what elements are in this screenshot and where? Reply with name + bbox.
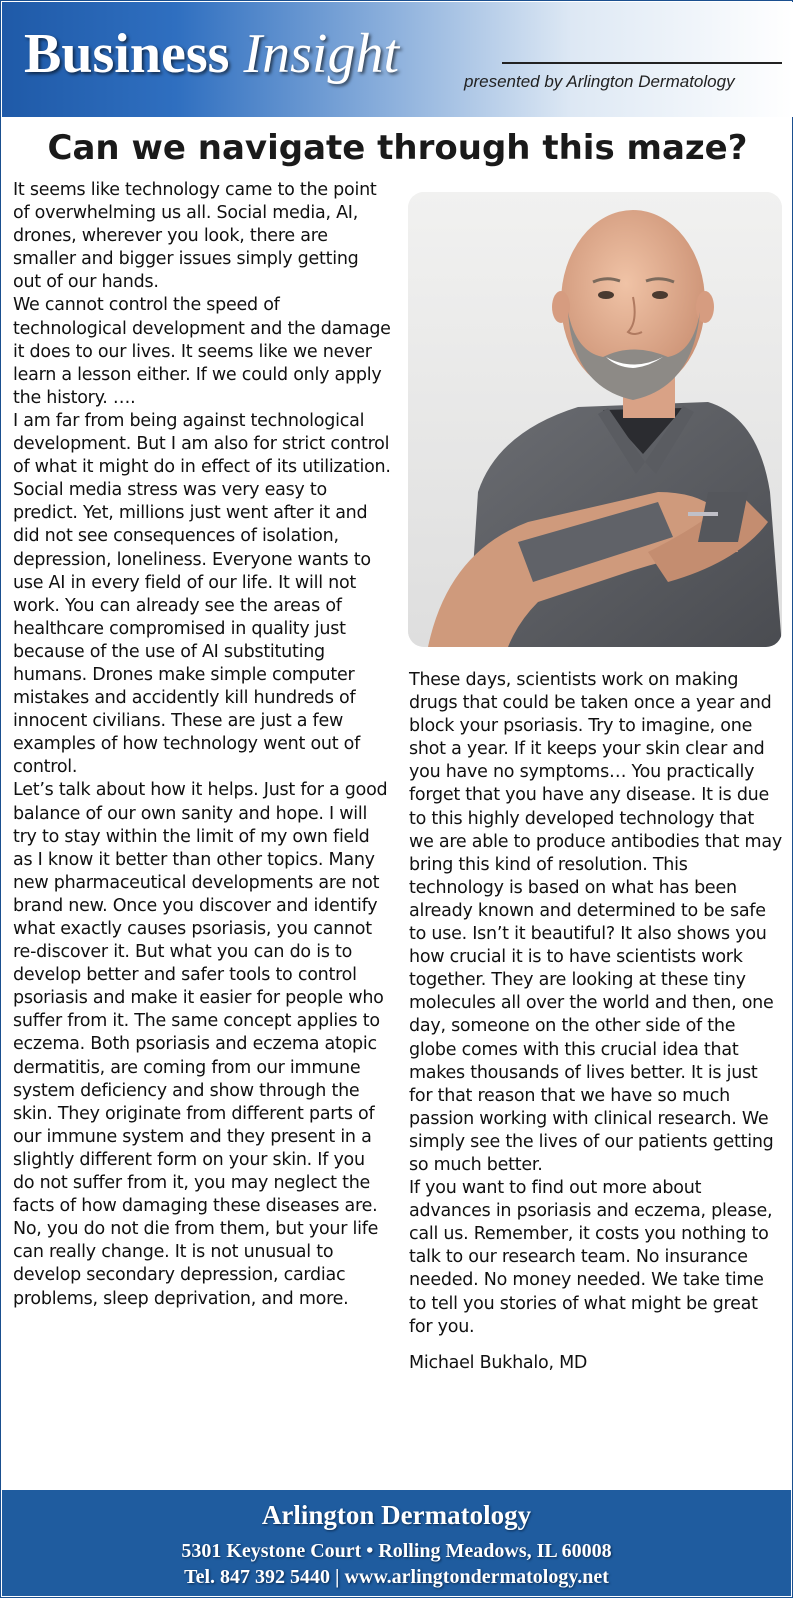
doctor-portrait-illustration [408, 192, 782, 647]
presented-by: presented by Arlington Dermatology [464, 72, 735, 91]
article-paragraph: If you want to find out more about advances in psoriasis and eczema, please, call us. Remember, it costs you nothing to talk to our research team. No insurance needed. No money needed. We take time to tell you stories of what might be great for you. [409, 1178, 773, 1337]
footer-contact: Tel. 847 392 5440 | www.arlingtondermatology.net [184, 1566, 609, 1588]
masthead-title [24, 23, 399, 85]
article-paragraph: These days, scientists work on making drugs that could be taken once a year and block your psoriasis. Try to imagine, one shot a year. If it keeps your skin clear and you have no symptoms… You practically forget that you have any disease. It is due to this highly developed technology that we are able to produce antibodies that may bring this kind of resolution. This technology is based on what has been already known and determined to be safe to use. Isn’t it beautiful? It also shows you how crucial it is to have scientists work together. They are looking at these tiny molecules all over the world and then, one day, someone on the other side of the globe comes with this crucial idea that makes thousands of lives better. It is just for that reason that we have so much passion working with clinical research. We simply see the lives of our patients getting so much better. [409, 670, 782, 1175]
article-paragraph: It seems like technology came to the point of overwhelming us all. Social media, AI, drones, wherever you look, there are smaller and bigger issues simply getting out of our hands. [13, 180, 377, 293]
footer-address: 5301 Keystone Court • Rolling Meadows, IL 60008 [181, 1540, 612, 1562]
doctor-portrait-photo [408, 192, 782, 647]
article-paragraph: I am far from being against technological development. But I am also for strict control of what it might do in effect of its utilization. Social media stress was very easy to predict. Yet, millions just went after it and did not see consequences of isolation, depression, loneliness. Everyone wants to use AI in every field of our life. It will not work. You can already see the areas of healthcare compromised in quality just because of the use of AI substituting humans. Drones make simple computer mistakes and accidently kill hundreds of innocent civilians. These are just a few examples of how technology went out of control. [13, 410, 391, 778]
footer-clinic-name: Arlington Dermatology [261, 1500, 532, 1530]
author-signature: Michael Bukhalo, MD [409, 1352, 588, 1373]
footer-banner [2, 1490, 791, 1596]
article-headline: Can we navigate through this maze? [47, 128, 748, 168]
article-paragraph: Let’s talk about how it helps. Just for a good balance of our own sanity and hope. I will try to stay within the limit of my own field as I know it better than other topics. Many new pharmaceutical developments are not brand new. Once you discover and identify what exactly causes psoriasis, you cannot re-discover it. But what you can do is to develop better and safer tools to control psoriasis and make it easier for people who suffer from it. The same concept applies to eczema. Both psoriasis and eczema atopic dermatitis, are coming from our immune system deficiency and show through the skin. They originate from different parts of our immune system and they present in a slightly different form on your skin. If you do not suffer from it, you may neglect the facts of how damaging these diseases are. No, you do not die from them, but your life can really change. It is not unusual to develop secondary depression, cardiac problems, sleep deprivation, and more. [13, 780, 388, 1309]
article-paragraph: We cannot control the speed of technological development and the damage it does to our lives. It seems like we never learn a lesson either. If we could only apply the history. …. [13, 295, 391, 408]
masthead-title-plain: Business [24, 23, 230, 85]
masthead-rule [502, 62, 782, 64]
article-column-left [13, 179, 391, 1311]
masthead-title-italic: Insight [243, 23, 399, 85]
masthead-banner [2, 2, 793, 117]
article-column-right [409, 669, 783, 1375]
